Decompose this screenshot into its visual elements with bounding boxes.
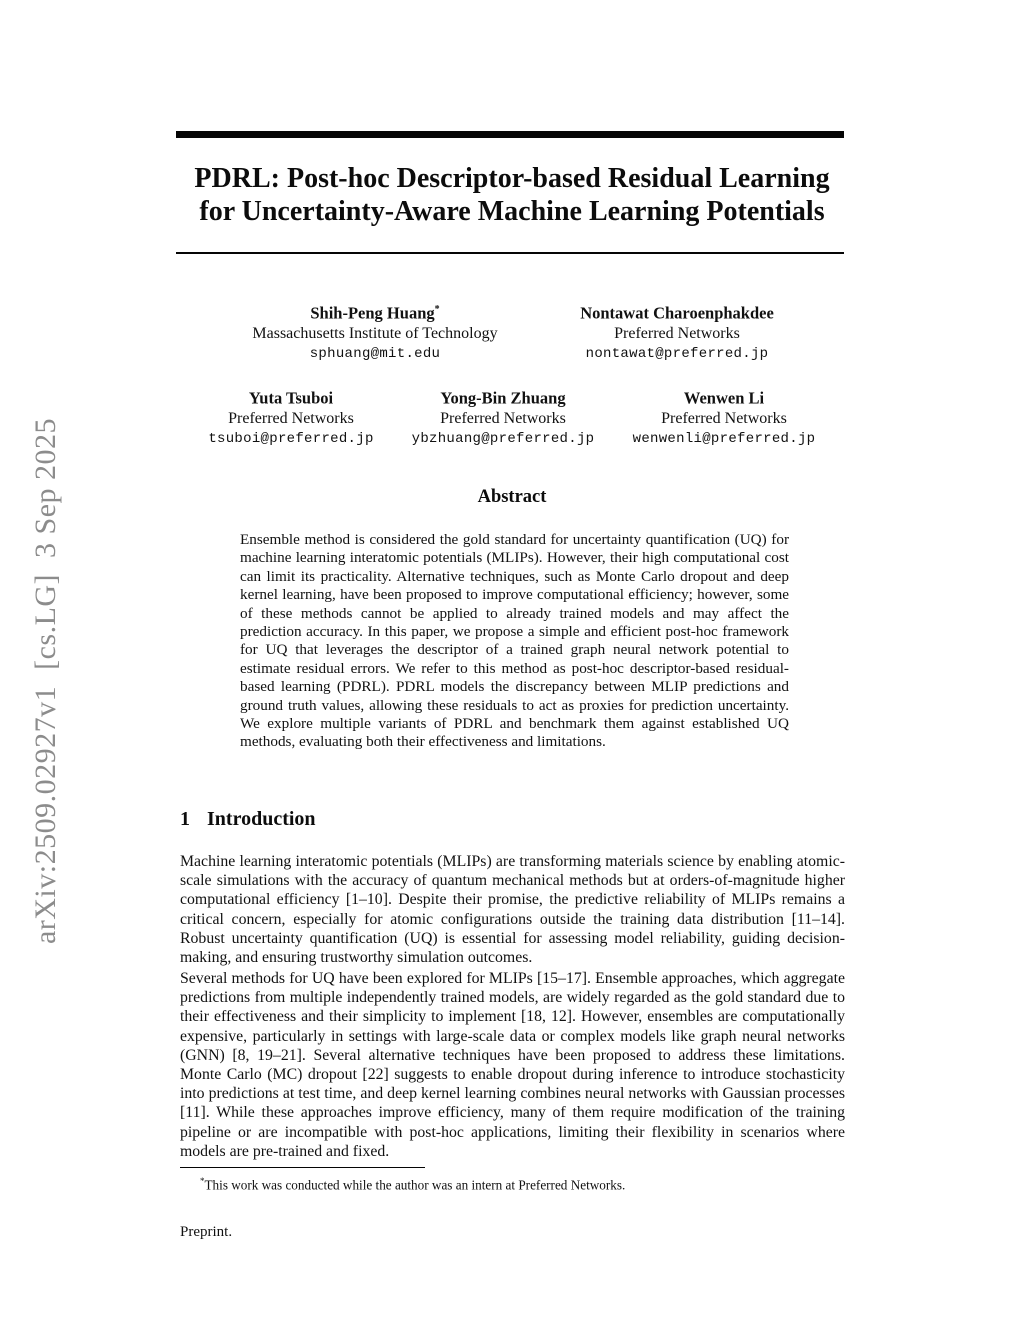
author-affiliation: Massachusetts Institute of Technology <box>252 324 498 342</box>
introduction-paragraph-2: Several methods for UQ have been explored for MLIPs [15–17]. Ensemble approaches, which aggregate predictions from multiple independently trained models, are widely regarded as the gold standard due to their effectiveness and their simplicity to implement [18, 12]. However, ensembles are computationally expensive, particularly in settings with large-scale data or complex models like graph neural networks (GNN) [8, 19–21]. Several alternative techniques have been proposed to address these limitations. Monte Carlo (MC) dropout [22] suggests to enable dropout during inference to introduce stochasticity into predictions at test time, and deep kernel learning combines neural networks with Gaussian processes [11]. While these approaches improve efficiency, many of them require modification of the training pipeline or are incompatible with post-hoc applications, limiting their flexibility in scenarios where models are pre-trained and fixed. <box>180 970 845 1160</box>
paper-title <box>178 162 846 228</box>
footnote-rule <box>180 1167 425 1168</box>
author-email: sphuang@mit.edu <box>309 345 441 362</box>
paper-title-line1: PDRL: Post-hoc Descriptor-based Residual Learning <box>194 163 830 194</box>
section-heading-introduction <box>180 808 316 831</box>
author-block-nontawat-charoenphakdee <box>527 300 827 364</box>
title-bottom-rule <box>176 252 844 254</box>
section-number: 1 <box>180 808 190 830</box>
author-name <box>392 385 614 409</box>
author-name <box>180 385 402 409</box>
author-affiliation: Preferred Networks <box>228 409 354 427</box>
author-email: wenwenli@preferred.jp <box>632 430 816 447</box>
paper-title-line2: for Uncertainty-Aware Machine Learning Potentials <box>199 196 825 227</box>
preprint-footer: Preprint. <box>180 1224 233 1240</box>
author-affiliation: Preferred Networks <box>661 409 787 427</box>
author-footnote-marker: * <box>434 304 440 315</box>
author-email: ybzhuang@preferred.jp <box>411 430 595 447</box>
author-email: nontawat@preferred.jp <box>585 345 769 362</box>
introduction-paragraph-1: Machine learning interatomic potentials (MLIPs) are transforming materials science by enabling atomic-scale simulations with the accuracy of quantum mechanical methods but at orders-of-magnitude higher computational efficiency [1–10]. Despite their promise, the predictive reliability of MLIPs remains a critical concern, especially for atomic configurations outside the training data distribution [11–14]. Robust uncertainty quantification (UQ) is essential for assessing model reliability, guiding decision-making, and ensuring trustworthy simulation outcomes. <box>180 853 845 967</box>
author-name-text: Yuta Tsuboi <box>248 388 334 408</box>
footnote <box>180 1173 844 1193</box>
title-top-rule <box>176 131 844 138</box>
author-block-yuta-tsuboi <box>180 385 402 449</box>
author-email: tsuboi@preferred.jp <box>208 430 374 447</box>
author-block-wenwen-li <box>613 385 835 449</box>
abstract-heading: Abstract <box>477 487 547 507</box>
author-name-text: Wenwen Li <box>683 388 765 408</box>
author-affiliation: Preferred Networks <box>614 324 740 342</box>
author-name-text: Nontawat Charoenphakdee <box>580 303 774 323</box>
abstract-text: Ensemble method is considered the gold standard for uncertainty quantification (UQ) for machine learning interatomic potentials (MLIPs). However, their high computational cost can limit its practicality. Alternative techniques, such as Monte Carlo dropout and deep kernel learning, have been proposed to improve computational efficiency; however, some of these methods cannot be applied to already trained models and may affect the prediction accuracy. In this paper, we propose a simple and efficient post-hoc framework for UQ that leverages the descriptor of a trained graph neural network potential to estimate residual errors. We refer to this method as post-hoc descriptor-based residual-based learning (PDRL). PDRL models the discrepancy between MLIP predictions and ground truth values, allowing these residuals to act as proxies for prediction uncertainty. We explore multiple variants of PDRL and benchmark them against established UQ methods, evaluating both their effectiveness and limitations. <box>240 531 789 751</box>
footnote-marker: * <box>200 1176 205 1186</box>
author-name <box>527 300 827 324</box>
author-name-text: Yong-Bin Zhuang <box>440 388 566 408</box>
author-block-shih-peng-huang <box>180 300 570 364</box>
arxiv-watermark: arXiv:2509.02927v1 [cs.LG] 3 Sep 2025 <box>29 417 62 945</box>
author-name-text: Shih-Peng Huang <box>310 303 435 323</box>
section-title: Introduction <box>207 808 316 830</box>
footnote-text: This work was conducted while the author was an intern at Preferred Networks. <box>204 1177 626 1193</box>
author-block-yong-bin-zhuang <box>392 385 614 449</box>
author-name <box>613 385 835 409</box>
author-affiliation: Preferred Networks <box>440 409 566 427</box>
author-name <box>180 300 570 324</box>
